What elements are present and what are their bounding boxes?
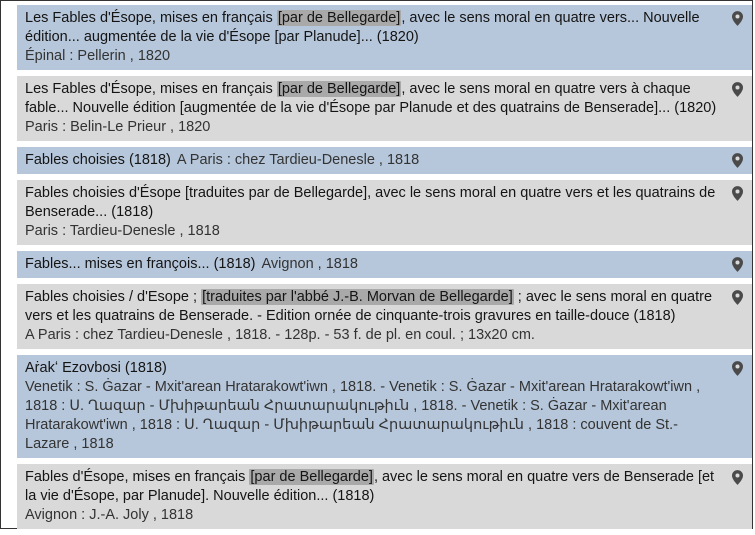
result-record[interactable] xyxy=(17,180,752,245)
record-publisher: Épinal : Pellerin , 1820 xyxy=(25,48,171,64)
record-publisher: Avignon : J.-A. Joly , 1818 xyxy=(25,507,194,523)
record-title-text: Les Fables d'Ésope, mises en français xyxy=(25,10,277,26)
record-title[interactable] xyxy=(25,9,718,47)
record-title[interactable] xyxy=(25,184,718,222)
record-title[interactable] xyxy=(25,255,718,274)
record-title-text: Fables choisies d'Ésope [traduites par de Bellegarde], avec le sens moral en quatre vers et les quatrains de Benserade... (1818) xyxy=(25,185,716,220)
record-title[interactable] xyxy=(25,151,718,170)
record-title-text: Les Fables d'Ésope, mises en français xyxy=(25,81,277,97)
map-pin-icon[interactable] xyxy=(732,290,744,306)
record-publisher: A Paris : chez Tardieu-Denesle , 1818 xyxy=(176,152,420,168)
record-publisher: Avignon , 1818 xyxy=(261,256,358,272)
result-record[interactable] xyxy=(17,76,752,141)
record-title-rest: , avec le sens moral en quatre vers à chaque fable... Nouvelle édition [augmentée de la vie d'Ésope par Planude et des quatrains de Benserade]... (1820) xyxy=(25,81,717,116)
record-title-text: Fables d'Ésope, mises en français xyxy=(25,469,250,485)
result-record[interactable] xyxy=(17,147,752,174)
map-pin-icon[interactable] xyxy=(732,361,744,377)
record-title-text: Fables choisies / d'Esope ; xyxy=(25,289,202,305)
map-pin-icon[interactable] xyxy=(732,186,744,202)
record-publisher: Venetik : S. Ġazar - Mxit'arean Hratarakowt'iwn , 1818. - Venetik : S. Ġazar - Mxit'arean Hratarakowt'iwn , 1818 : Ս. Ղազար - Մխիթարեան Հրատարակութիւն , 1818. - Venetik : S. Ġazar - Mxit'arean Hratarakowt'iwn , 1818 : Ս. Ղազար - Մխիթարեան Հրատարակութիւն , 1818 : couvent de St.-Lazare , 1818 xyxy=(25,379,701,452)
result-record[interactable] xyxy=(17,251,752,278)
record-publisher: Paris : Tardieu-Denesle , 1818 xyxy=(25,223,220,239)
result-record[interactable] xyxy=(17,284,752,349)
result-record[interactable] xyxy=(17,464,752,529)
record-title-rest: , avec le sens moral en quatre vers... Nouvelle édition... augmentée de la vie d'Ésope [par Planude]... (1820) xyxy=(25,10,700,45)
record-title[interactable] xyxy=(25,288,718,326)
results-list xyxy=(17,5,752,535)
record-title-rest: , avec le sens moral en quatre vers de Benserade [et la vie d'Ésope, par Planude]. Nouvelle édition... (1818) xyxy=(25,469,715,504)
highlighted-term: [par de Bellegarde] xyxy=(250,469,373,485)
record-publisher: A Paris : chez Tardieu-Denesle , 1818. - 128p. - 53 f. de pl. en coul. ; 13x20 cm. xyxy=(25,327,535,343)
record-title-text: Fables... mises en françois... (1818) xyxy=(25,256,256,272)
record-publisher: Paris : Belin-Le Prieur , 1820 xyxy=(25,119,211,135)
result-record[interactable] xyxy=(17,5,752,70)
map-pin-icon[interactable] xyxy=(732,153,744,169)
highlighted-term: [par de Bellegarde] xyxy=(277,81,401,97)
record-title[interactable] xyxy=(25,80,718,118)
record-title[interactable] xyxy=(25,359,718,378)
highlighted-term: [traduites par l'abbé J.-B. Morvan de Bellegarde] xyxy=(202,289,513,305)
map-pin-icon[interactable] xyxy=(732,82,744,98)
map-pin-icon[interactable] xyxy=(732,11,744,27)
record-title-text: Fables choisies (1818) xyxy=(25,152,171,168)
map-pin-icon[interactable] xyxy=(732,257,744,273)
record-title[interactable] xyxy=(25,468,718,506)
record-title-rest: ; avec le sens moral en quatre vers et les quatrains de Benserade. - Edition ornée de cinquante-trois gravures en taille-douce (1818) xyxy=(25,289,713,324)
record-title-text: Aṙakʻ Ezovbosi (1818) xyxy=(25,360,167,376)
map-pin-icon[interactable] xyxy=(732,470,744,486)
result-record[interactable] xyxy=(17,355,752,458)
highlighted-term: [par de Bellegarde] xyxy=(277,10,401,26)
